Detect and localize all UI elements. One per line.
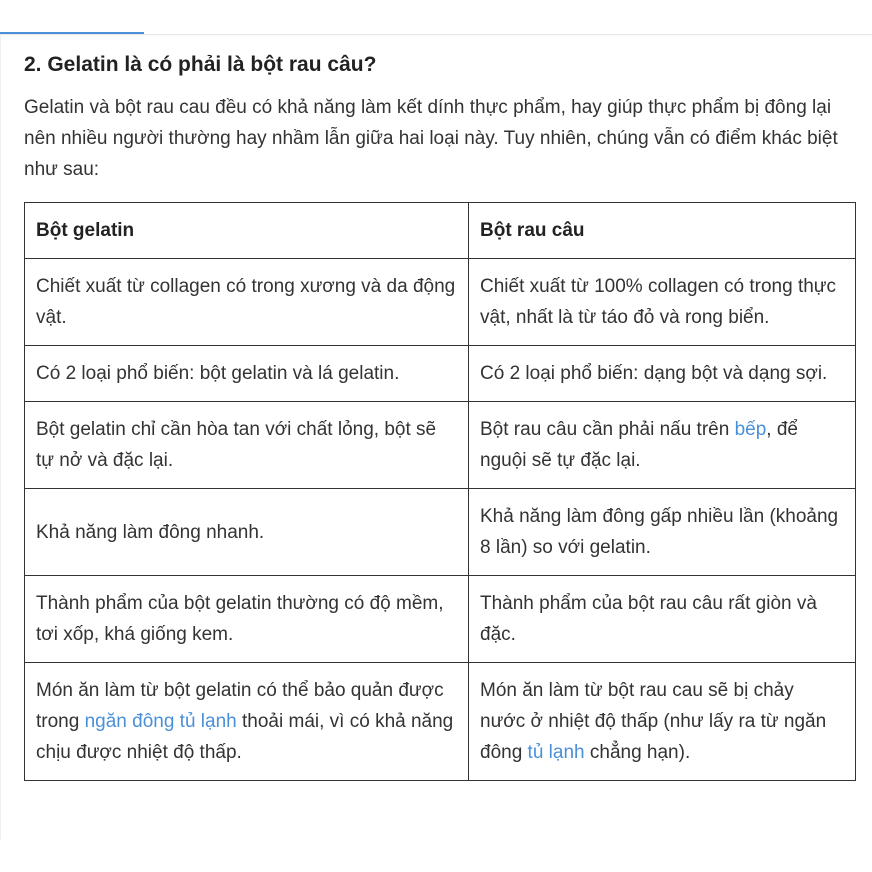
- table-header-row: [25, 203, 856, 259]
- table-row: [25, 663, 856, 781]
- header-gelatin: Bột gelatin: [25, 203, 469, 259]
- table-cell-rau-cau: [469, 402, 856, 489]
- top-tab-strip: [0, 0, 872, 35]
- table-cell-gelatin: Khả năng làm đông nhanh.: [25, 489, 469, 576]
- table-cell-rau-cau: Chiết xuất từ 100% collagen có trong thực vật, nhất là từ táo đỏ và rong biển.: [469, 259, 856, 346]
- link-tu-lanh[interactable]: tủ lạnh: [527, 742, 585, 763]
- cell-text: chẳng hạn).: [584, 742, 691, 763]
- table-row: [25, 576, 856, 663]
- article-content: [24, 50, 856, 781]
- active-tab-indicator: [0, 32, 144, 34]
- table-row: [25, 259, 856, 346]
- table-cell-rau-cau: Thành phẩm của bột rau câu rất giòn và đặc.: [469, 576, 856, 663]
- table-cell-gelatin: [25, 663, 469, 781]
- cell-text: Bột rau câu cần phải nấu trên: [480, 419, 735, 440]
- link-ngan-dong-tu-lanh[interactable]: ngăn đông tủ lạnh: [84, 711, 237, 732]
- table-cell-gelatin: Bột gelatin chỉ cần hòa tan với chất lỏng, bột sẽ tự nở và đặc lại.: [25, 402, 469, 489]
- cell-text: , để nguội sẽ tự đặc lại.: [480, 419, 798, 471]
- header-rau-cau: Bột rau câu: [469, 203, 856, 259]
- table-row: [25, 346, 856, 402]
- section-heading: 2. Gelatin là có phải là bột rau câu?: [24, 53, 377, 76]
- table-cell-rau-cau: Khả năng làm đông gấp nhiều lần (khoảng 8 lần) so với gelatin.: [469, 489, 856, 576]
- comparison-table: [24, 202, 856, 781]
- left-divider: [0, 34, 1, 840]
- intro-paragraph: Gelatin và bột rau cau đều có khả năng làm kết dính thực phẩm, hay giúp thực phẩm bị đông lại nên nhiều người thường hay nhầm lẫn giữa hai loại này. Tuy nhiên, chúng vẫn có điểm khác biệt như sau:: [24, 97, 838, 180]
- table-cell-gelatin: Thành phẩm của bột gelatin thường có độ mềm, tơi xốp, khá giống kem.: [25, 576, 469, 663]
- table-cell-rau-cau: Có 2 loại phổ biến: dạng bột và dạng sợi.: [469, 346, 856, 402]
- cell-text: Món ăn làm từ bột gelatin có thể bảo quản được trong: [36, 680, 444, 732]
- cell-text: Món ăn làm từ bột rau cau sẽ bị chảy nước ở nhiệt độ thấp (như lấy ra từ ngăn đông: [480, 680, 827, 763]
- table-row: [25, 402, 856, 489]
- table-row: [25, 489, 856, 576]
- table-cell-gelatin: Chiết xuất từ collagen có trong xương và da động vật.: [25, 259, 469, 346]
- link-bep[interactable]: bếp: [734, 419, 767, 440]
- cell-text: thoải mái, vì có khả năng chịu được nhiệt độ thấp.: [36, 711, 454, 763]
- table-cell-rau-cau: [469, 663, 856, 781]
- table-cell-gelatin: Có 2 loại phổ biến: bột gelatin và lá gelatin.: [25, 346, 469, 402]
